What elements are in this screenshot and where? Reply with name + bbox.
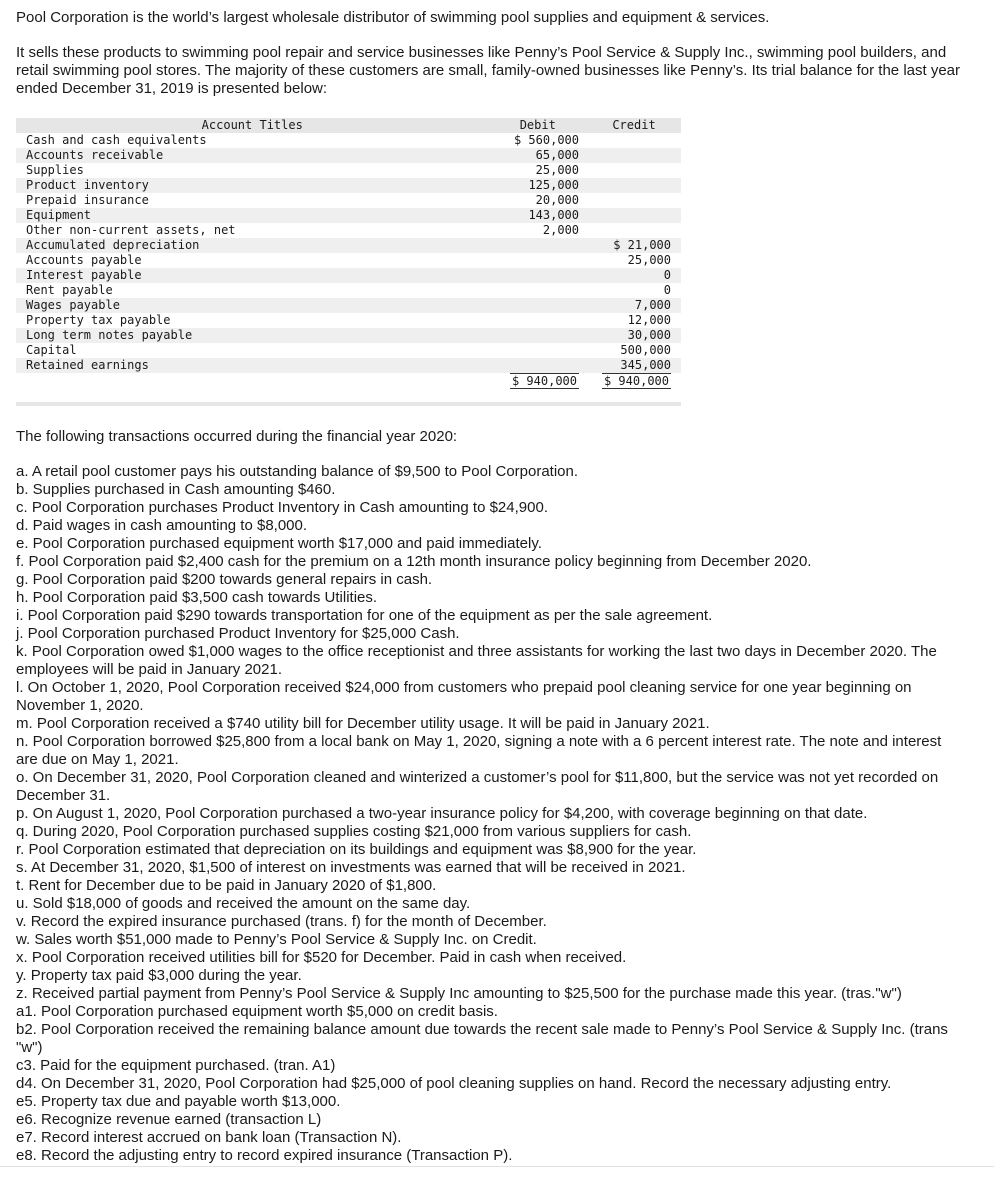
account-title-cell: Accumulated depreciation — [16, 238, 489, 253]
transaction-item: y. Property tax paid $3,000 during the year. — [16, 967, 302, 984]
account-title-cell: Product inventory — [16, 178, 489, 193]
debit-cell: 125,000 — [489, 178, 588, 193]
account-title-cell: Wages payable — [16, 298, 489, 313]
transaction-item: m. Pool Corporation received a $740 utility bill for December utility usage. It will be paid in January 2021. — [16, 715, 710, 732]
transactions-lead: The following transactions occurred during the financial year 2020: — [16, 428, 458, 445]
table-row — [16, 133, 681, 148]
debit-cell: 2,000 — [542, 223, 580, 237]
credit-cell — [587, 223, 681, 238]
transaction-item: w. Sales worth $51,000 made to Penny’s Pool Service & Supply Inc. on Credit. — [16, 931, 537, 948]
transaction-item: c3. Paid for the equipment purchased. (tran. A1) — [16, 1057, 336, 1074]
account-title-cell: Equipment — [16, 208, 489, 223]
intro-paragraph-2: It sells these products to swimming pool repair and service businesses like Penny’s Pool Service & Supply Inc., swimming pool builders, and retail swimming pool stores. The majority of these customers are small, family-owned businesses like Penny’s. Its trial balance for the last year ended December 31, 2019 is presented below: — [16, 44, 961, 97]
transaction-item: a. A retail pool customer pays his outstanding balance of $9,500 to Pool Corporation. — [16, 463, 579, 480]
account-title-cell: Cash and cash equivalents — [26, 133, 207, 147]
transaction-item: v. Record the expired insurance purchased (trans. f) for the month of December. — [16, 913, 547, 930]
account-title-cell: Property tax payable — [26, 313, 171, 327]
transaction-item: a1. Pool Corporation purchased equipment worth $5,000 on credit basis. — [16, 1003, 498, 1020]
debit-cell — [489, 298, 588, 313]
transaction-item: k. Pool Corporation owed $1,000 wages to the office receptionist and three assistants for working the last two days in December 2020. The employees will be paid in January 2021. — [16, 643, 937, 678]
credit-cell: 0 — [663, 283, 671, 297]
transaction-item: l. On October 1, 2020, Pool Corporation received $24,000 from customers who prepaid pool cleaning service for one year beginning on November 1, 2020. — [16, 679, 912, 714]
transaction-item: d. Paid wages in cash amounting to $8,000. — [16, 517, 308, 534]
transaction-item: b2. Pool Corporation received the remaining balance amount due towards the recent sale made to Penny’s Pool Service & Supply Inc. (trans "w") — [16, 1021, 948, 1056]
debit-cell: $ 560,000 — [513, 133, 580, 147]
transaction-item: u. Sold $18,000 of goods and received the amount on the same day. — [16, 895, 471, 912]
debit-cell — [489, 268, 588, 283]
account-title-cell: Rent payable — [26, 283, 113, 297]
transaction-item: p. On August 1, 2020, Pool Corporation purchased a two-year insurance policy for $4,200, with coverage beginning on that date. — [16, 805, 868, 822]
credit-cell: 345,000 — [587, 358, 681, 373]
total-credit: $ 940,000 — [603, 374, 669, 388]
credit-cell: 7,000 — [587, 298, 681, 313]
transaction-item: r. Pool Corporation estimated that depreciation on its buildings and equipment was $8,900 for the year. — [16, 841, 697, 858]
debit-cell — [489, 238, 588, 253]
totals-row — [16, 373, 681, 390]
credit-cell: $ 21,000 — [587, 238, 681, 253]
credit-cell: 25,000 — [627, 253, 671, 267]
debit-cell — [489, 328, 588, 343]
total-debit: $ 940,000 — [511, 374, 578, 388]
account-title-cell: Accounts payable — [26, 253, 142, 267]
credit-cell — [587, 133, 681, 148]
table-row — [16, 268, 681, 283]
credit-header: Credit — [587, 118, 681, 133]
credit-cell — [587, 163, 681, 178]
credit-cell: 500,000 — [620, 343, 671, 357]
transaction-item: z. Received partial payment from Penny’s Pool Service & Supply Inc amounting to $25,500 for the purchase made this year. (tras."w") — [16, 985, 902, 1002]
transaction-item: e. Pool Corporation purchased equipment worth $17,000 and paid immediately. — [16, 535, 542, 552]
credit-cell — [587, 208, 681, 223]
transaction-item: d4. On December 31, 2020, Pool Corporation had $25,000 of pool cleaning supplies on hand. Record the necessary adjusting entry. — [16, 1075, 892, 1092]
account-title-cell: Long term notes payable — [16, 328, 489, 343]
transaction-item: f. Pool Corporation paid $2,400 cash for the premium on a 12th month insurance policy beginning from December 2020. — [16, 553, 812, 570]
account-title-cell: Other non-current assets, net — [26, 223, 236, 237]
credit-cell: 0 — [587, 268, 681, 283]
intro-text — [16, 9, 976, 115]
table-row — [16, 178, 681, 193]
transaction-item: x. Pool Corporation received utilities bill for $520 for December. Paid in cash when received. — [16, 949, 627, 966]
debit-header: Debit — [489, 118, 588, 133]
trial-balance-table — [16, 118, 681, 406]
table-row — [16, 313, 681, 328]
account-title-cell: Interest payable — [16, 268, 489, 283]
bottom-divider — [0, 1166, 994, 1167]
transactions-list — [16, 463, 956, 1165]
transaction-item: e8. Record the adjusting entry to record expired insurance (Transaction P). — [16, 1147, 513, 1164]
transaction-item: q. During 2020, Pool Corporation purchased supplies costing $21,000 from various suppliers for cash. — [16, 823, 692, 840]
table-row — [16, 343, 681, 358]
transaction-item: n. Pool Corporation borrowed $25,800 from a local bank on May 1, 2020, signing a note with a 6 percent interest rate. The note and interest are due on May 1, 2021. — [16, 733, 942, 768]
account-title-cell: Retained earnings — [16, 358, 489, 373]
transaction-item: e7. Record interest accrued on bank loan (Transaction N). — [16, 1129, 402, 1146]
table-row — [16, 253, 681, 268]
table-row — [16, 328, 681, 343]
credit-cell — [587, 193, 681, 208]
debit-cell: 20,000 — [535, 193, 580, 207]
account-titles-header: Account Titles — [16, 118, 489, 133]
transaction-item: e6. Recognize revenue earned (transaction L) — [16, 1111, 322, 1128]
table-row — [16, 208, 681, 223]
credit-cell: 12,000 — [627, 313, 671, 327]
transaction-item: i. Pool Corporation paid $290 towards transportation for one of the equipment as per the sale agreement. — [16, 607, 713, 624]
transaction-item: s. At December 31, 2020, $1,500 of interest on investments was earned that will be received in 2021. — [16, 859, 686, 876]
table-row — [16, 283, 681, 298]
credit-cell — [587, 178, 681, 193]
debit-cell: 25,000 — [535, 163, 580, 177]
intro-paragraph-1: Pool Corporation is the world’s largest wholesale distributor of swimming pool supplies and equipment & services. — [16, 9, 770, 26]
trial-balance-rows — [16, 133, 681, 373]
table-row — [16, 358, 681, 373]
transaction-item: o. On December 31, 2020, Pool Corporation cleaned and winterized a customer’s pool for $11,800, but the service was not yet recorded on December 31. — [16, 769, 939, 804]
account-title-cell: Accounts receivable — [16, 148, 489, 163]
credit-cell: 30,000 — [587, 328, 681, 343]
credit-cell — [587, 148, 681, 163]
account-title-cell: Prepaid insurance — [26, 193, 149, 207]
debit-cell — [489, 313, 588, 328]
transaction-item: c. Pool Corporation purchases Product Inventory in Cash amounting to $24,900. — [16, 499, 548, 516]
account-title-cell: Supplies — [26, 163, 84, 177]
transaction-item: b. Supplies purchased in Cash amounting $460. — [16, 481, 336, 498]
debit-cell — [489, 343, 588, 358]
table-row — [16, 223, 681, 238]
table-row — [16, 298, 681, 313]
transaction-item: g. Pool Corporation paid $200 towards general repairs in cash. — [16, 571, 433, 588]
debit-cell: 143,000 — [489, 208, 588, 223]
table-row — [16, 163, 681, 178]
table-row — [16, 148, 681, 163]
transaction-item: e5. Property tax due and payable worth $13,000. — [16, 1093, 341, 1110]
transaction-item: h. Pool Corporation paid $3,500 cash towards Utilities. — [16, 589, 378, 606]
transactions-section — [16, 428, 956, 1165]
table-row — [16, 238, 681, 253]
transaction-item: j. Pool Corporation purchased Product Inventory for $25,000 Cash. — [16, 625, 460, 642]
table-row — [16, 193, 681, 208]
transaction-item: t. Rent for December due to be paid in January 2020 of $1,800. — [16, 877, 437, 894]
account-title-cell: Capital — [26, 343, 77, 357]
debit-cell — [489, 358, 588, 373]
debit-cell — [489, 253, 588, 268]
debit-cell: 65,000 — [489, 148, 588, 163]
debit-cell — [489, 283, 588, 298]
